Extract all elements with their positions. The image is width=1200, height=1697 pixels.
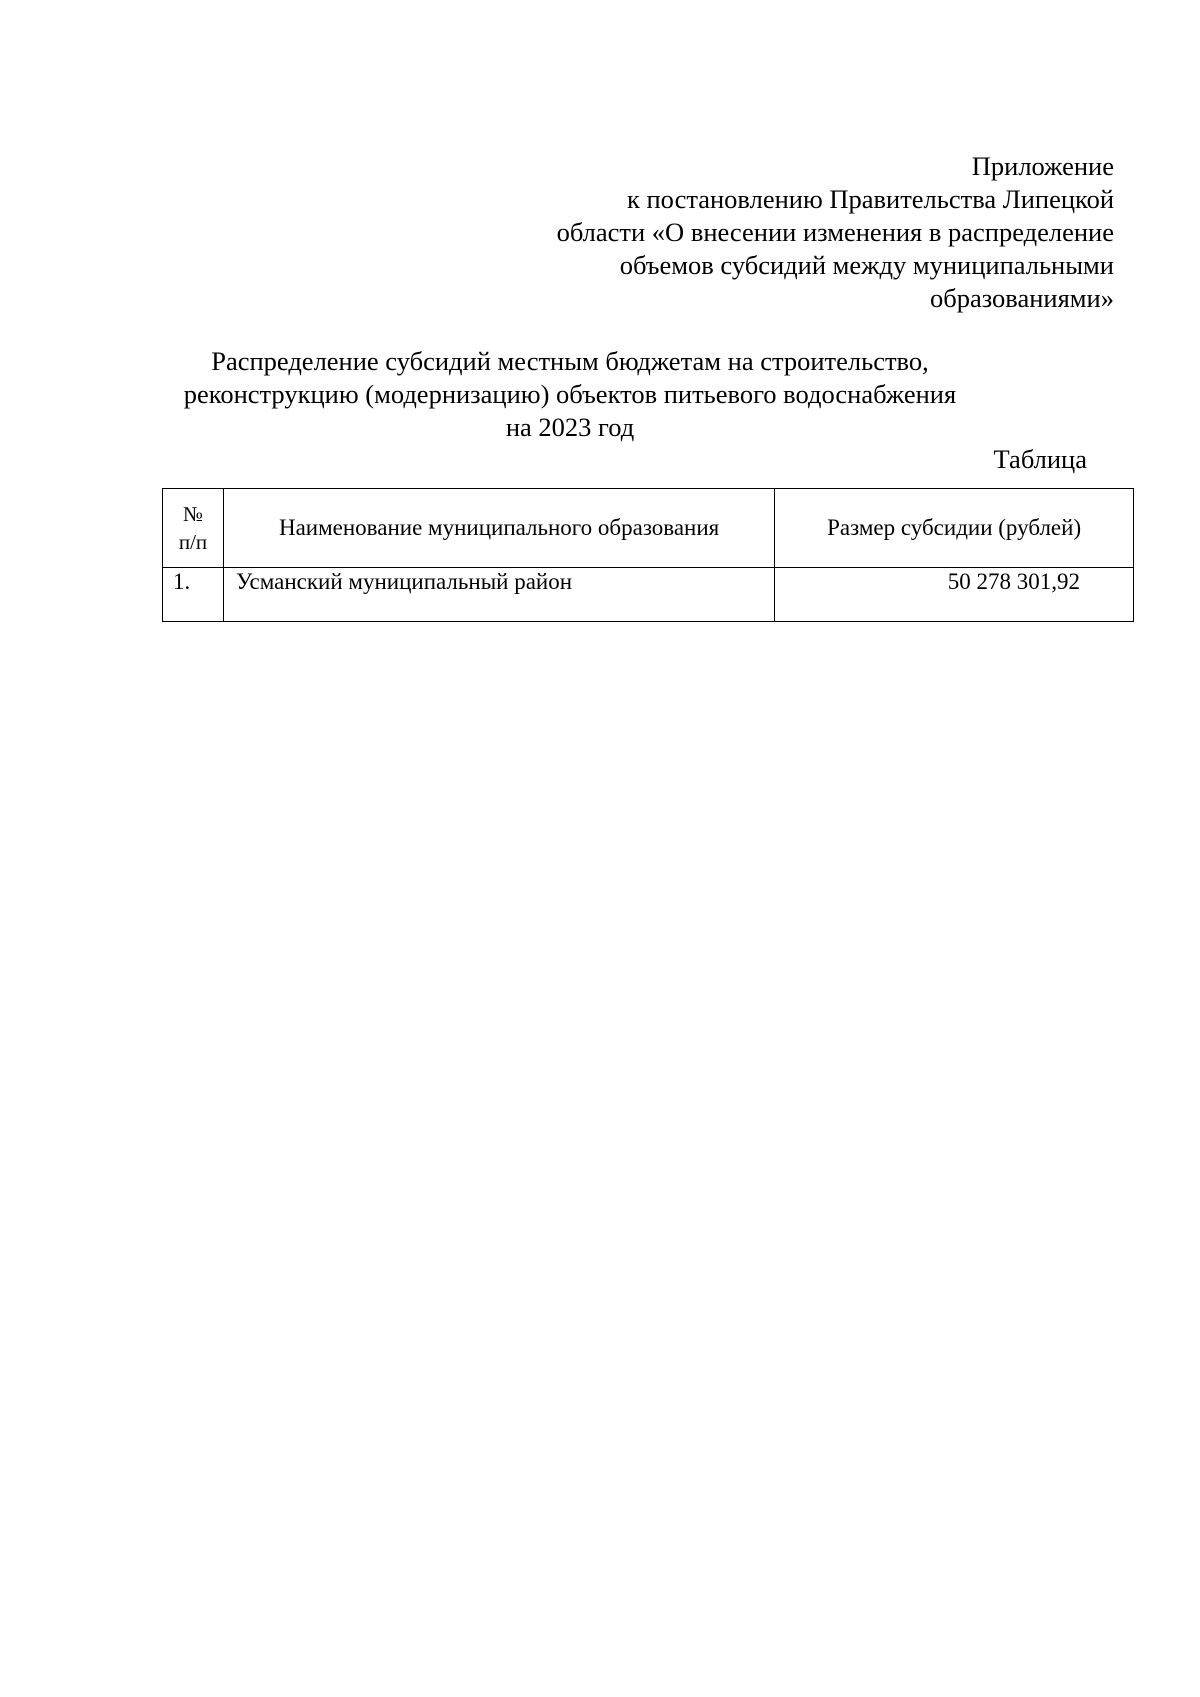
appendix-line: объемов субсидий между муниципальными: [619, 250, 1114, 280]
appendix-line: Приложение: [971, 151, 1114, 181]
row-subsidy-amount: 50 278 301,92: [775, 568, 1134, 622]
appendix-line: к постановлению Правительства Липецкой: [626, 184, 1114, 214]
header-municipality: Наименование муниципального образования: [224, 489, 775, 568]
row-number: 1.: [163, 568, 224, 622]
title-line: на 2023 год: [505, 412, 635, 442]
subsidy-table: [162, 488, 1134, 622]
header-subsidy-amount: Размер субсидии (рублей): [775, 489, 1134, 568]
title-line: реконструкцию (модернизацию) объектов питьевого водоснабжения: [183, 379, 957, 409]
appendix-line: области «О внесении изменения в распределение: [556, 217, 1114, 247]
header-row: [163, 489, 1134, 568]
document-title: [160, 345, 980, 444]
appendix-header: [414, 150, 1114, 315]
table-body: [163, 568, 1134, 622]
table-header: [163, 489, 1134, 568]
row-municipality: Усманский муниципальный район: [224, 568, 775, 622]
appendix-line: образованиями»: [930, 283, 1114, 313]
table-row: [163, 568, 1134, 622]
header-number: [163, 489, 224, 568]
header-number-pp: п/п: [178, 530, 208, 554]
table-label: Таблица: [993, 444, 1087, 474]
title-line: Распределение субсидий местным бюджетам на строительство,: [211, 346, 929, 376]
header-number-sign: №: [182, 502, 204, 526]
